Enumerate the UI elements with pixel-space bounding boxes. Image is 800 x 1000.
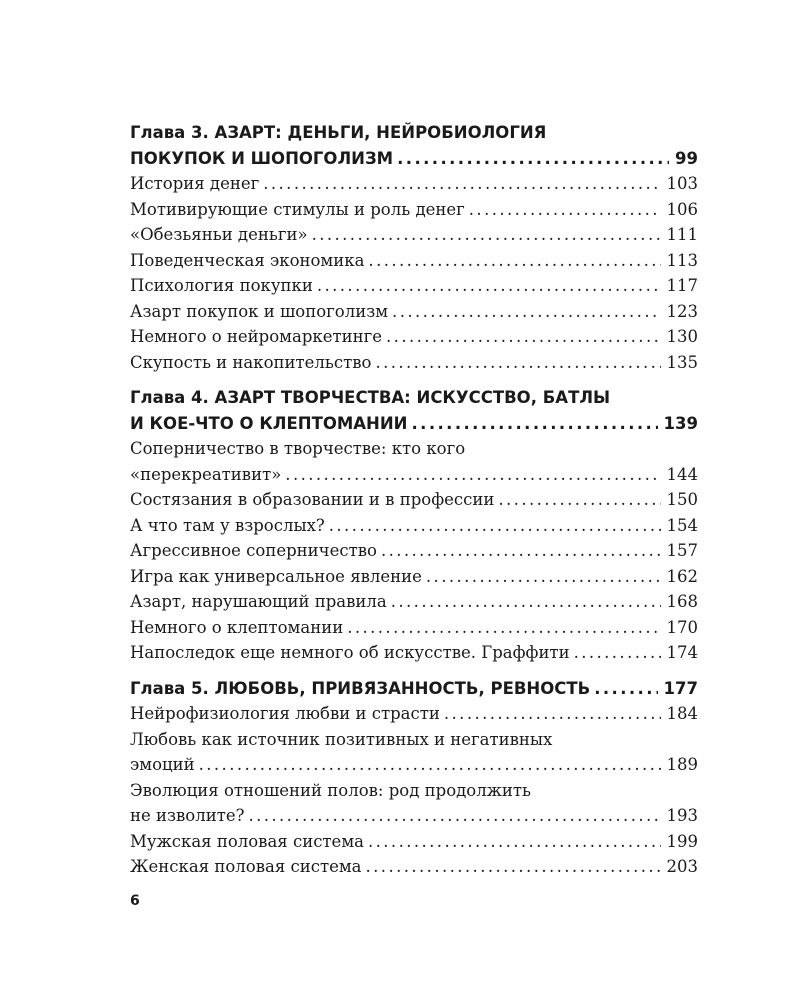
chapter-page-number: 99 [675, 148, 698, 168]
toc-entry-page: 199 [666, 831, 698, 851]
dot-leader [368, 248, 660, 274]
chapter-heading-entry [130, 411, 698, 437]
toc-entry-page: 130 [666, 327, 698, 346]
dot-leader [574, 640, 661, 666]
dot-leader [381, 538, 661, 564]
toc-entry-title: Азарт, нарушающий правила [130, 592, 387, 611]
dot-leader [444, 701, 661, 727]
toc-entry-title: Азарт покупок и шопоголизм [130, 301, 389, 321]
toc-entry-page: 157 [666, 541, 698, 560]
toc-entry [130, 564, 698, 590]
toc-entry [130, 462, 698, 488]
dot-leader [426, 564, 661, 590]
toc-entry [130, 350, 698, 376]
toc-entry [130, 171, 698, 197]
dot-leader [312, 222, 661, 248]
toc-entry-title: Поведенческая экономика [130, 250, 365, 270]
toc-entry-title: «Обезьяньи деньги» [130, 225, 308, 244]
dot-leader [285, 462, 660, 488]
toc-entry-page: 162 [666, 566, 698, 586]
toc-entry-page: 117 [666, 276, 698, 295]
toc-entry [130, 299, 698, 325]
chapter-page-number: 177 [663, 678, 698, 698]
dot-leader [412, 411, 658, 437]
toc-entry-title: А что там у взрослых? [130, 515, 325, 535]
toc-entry [130, 197, 698, 223]
toc-entry-page: 123 [666, 301, 698, 321]
toc-entry-page: 150 [666, 490, 698, 509]
toc-entry-page: 135 [666, 352, 698, 372]
toc-entry-page: 170 [666, 617, 698, 637]
chapter-5 [130, 676, 698, 880]
dot-leader [317, 273, 661, 299]
toc-entry [130, 752, 698, 778]
toc-entry [130, 273, 698, 299]
toc-entry-title: История денег [130, 174, 260, 193]
toc-entry-title: эмоций [130, 755, 195, 774]
toc-entry [130, 538, 698, 564]
dot-leader [248, 803, 660, 829]
toc-entry-title: Скупость и накопительство [130, 352, 372, 372]
dot-leader [392, 299, 660, 325]
chapter-3 [130, 120, 698, 375]
toc-entry [130, 324, 698, 350]
toc-entry [130, 854, 698, 880]
chapter-heading-title: ПОКУПОК И ШОПОГОЛИЗМ [130, 148, 394, 168]
toc-entry [130, 615, 698, 641]
dot-leader [375, 350, 660, 376]
toc-entry-title: Немного о клептомании [130, 617, 344, 637]
dot-leader [386, 324, 660, 350]
toc-entry-page: 168 [666, 592, 698, 611]
chapter-heading: Глава 4. АЗАРТ ТВОРЧЕСТВА: ИСКУССТВО, БАТЛЫ [130, 388, 611, 407]
toc-entry-page: 154 [666, 515, 698, 535]
toc-entry [130, 829, 698, 855]
dot-leader [391, 589, 661, 615]
chapter-4 [130, 385, 698, 666]
toc-entry-page: 103 [666, 174, 698, 193]
page-number: 6 [130, 893, 140, 909]
toc-entry [130, 589, 698, 615]
dot-leader [469, 197, 661, 223]
toc-entry-title: Нейрофизиология любви и страсти [130, 704, 440, 723]
chapter-heading-title: И КОЕ-ЧТО О КЛЕПТОМАНИИ [130, 413, 408, 433]
toc-entry-title-line: Эволюция отношений полов: род продолжить [130, 780, 531, 800]
toc-entry-title-line: Любовь как источник позитивных и негативных [130, 729, 553, 749]
toc-entry-page: 193 [666, 806, 698, 825]
toc-entry-title: Немного о нейромаркетинге [130, 327, 383, 346]
dot-leader [199, 752, 661, 778]
chapter-page-number: 139 [663, 413, 698, 433]
toc-entry-page: 174 [666, 643, 698, 662]
dot-leader [347, 615, 660, 641]
toc-entry-title: Игра как универсальное явление [130, 566, 422, 586]
toc-entry-page: 144 [666, 464, 698, 484]
toc-entry-title: Психология покупки [130, 276, 313, 295]
dot-leader [498, 487, 660, 513]
toc-entry-page: 106 [666, 199, 698, 219]
dot-leader [594, 676, 657, 702]
toc-entry [130, 222, 698, 248]
toc-entry [130, 487, 698, 513]
toc-entry [130, 701, 698, 727]
chapter-heading-entry [130, 146, 698, 172]
chapter-heading-entry [130, 676, 698, 702]
toc-entry [130, 248, 698, 274]
toc-entry-title: Напоследок еще немного об искусстве. Граффити [130, 643, 570, 662]
chapter-heading: Глава 3. АЗАРТ: ДЕНЬГИ, НЕЙРОБИОЛОГИЯ [130, 123, 547, 142]
dot-leader [397, 146, 669, 172]
dot-leader [329, 513, 661, 539]
toc-entry-title: Агрессивное соперничество [130, 541, 377, 560]
toc-entry [130, 803, 698, 829]
dot-leader [263, 171, 660, 197]
toc-entry-page: 184 [666, 704, 698, 723]
dot-leader [368, 829, 661, 855]
toc-entry [130, 640, 698, 666]
toc-entry-page: 203 [666, 857, 698, 876]
toc-entry-title: Мужская половая система [130, 831, 364, 851]
table-of-contents [130, 120, 698, 890]
dot-leader [366, 854, 661, 880]
toc-entry-title-line: Соперничество в творчестве: кто кого [130, 439, 466, 458]
toc-entry-title: Женская половая система [130, 857, 362, 876]
toc-entry-title: «перекреативит» [130, 464, 282, 484]
toc-entry-title: Мотивирующие стимулы и роль денег [130, 199, 465, 219]
toc-entry [130, 513, 698, 539]
toc-entry-title: не изволите? [130, 806, 245, 825]
toc-entry-page: 189 [666, 755, 698, 774]
toc-entry-page: 113 [666, 250, 698, 270]
chapter-heading-title: Глава 5. ЛЮБОВЬ, ПРИВЯЗАННОСТЬ, РЕВНОСТЬ [130, 678, 591, 698]
toc-entry-title: Состязания в образовании и в профессии [130, 490, 495, 509]
toc-entry-page: 111 [666, 225, 698, 244]
